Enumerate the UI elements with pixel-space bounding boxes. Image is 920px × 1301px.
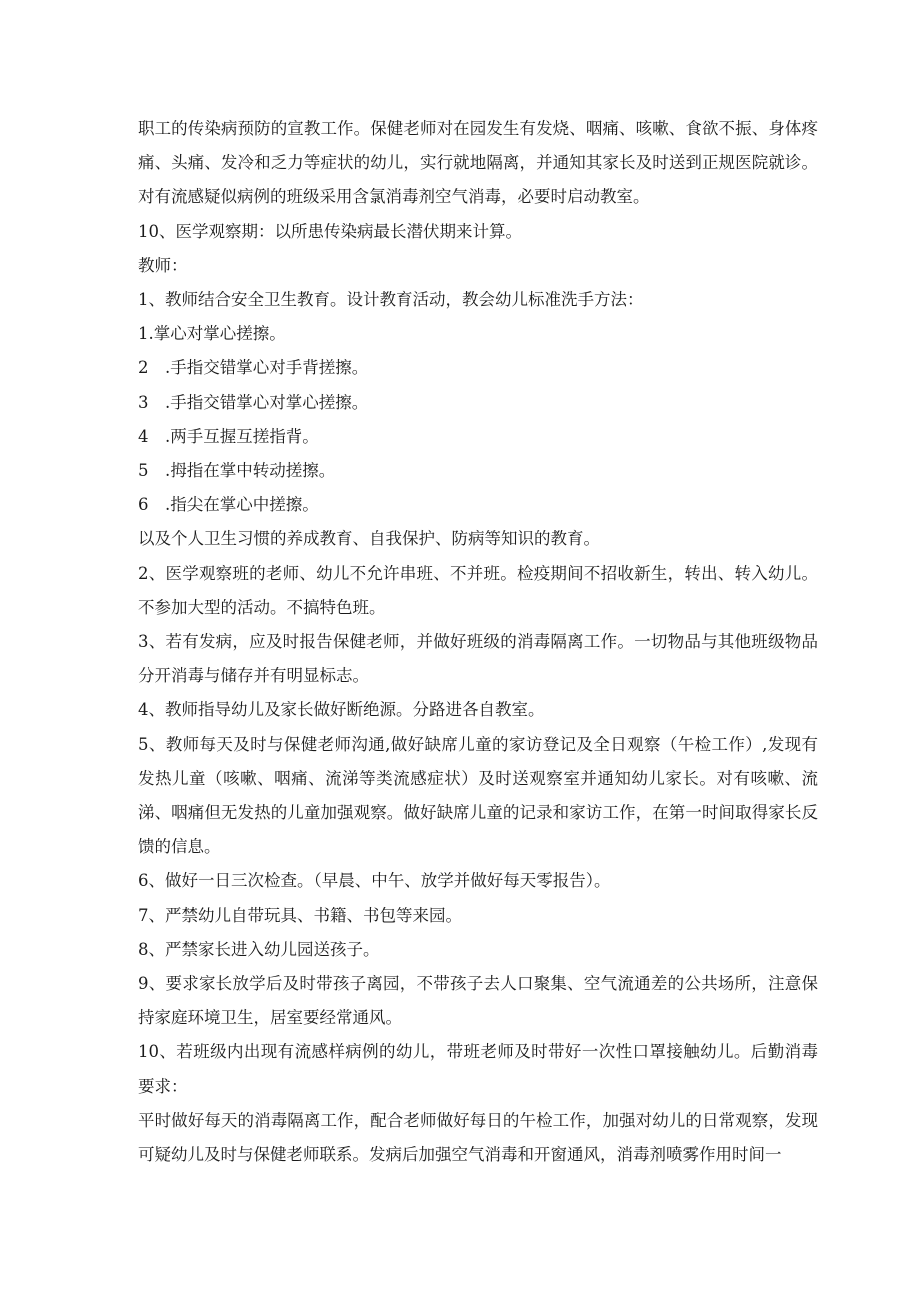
paragraph-teacher-item-8: 8、严禁家长进入幼儿园送孩子。 — [138, 939, 380, 959]
paragraph-teacher-item-10: 10、若班级内出现有流感样病例的幼儿，带班老师及时带好一次性口罩接触幼儿。后勤消毒要求： — [138, 1042, 818, 1096]
paragraph-logistics-disinfection: 平时做好每天的消毒隔离工作，配合老师做好每日的午检工作，加强对幼儿的日常观察，发现可疑幼儿及时与保健老师联系。发病后加强空气消毒和开窗通风，消毒剂喷雾作用时间一 — [138, 1110, 818, 1165]
handwash-step-3: 3 .手指交错掌心对掌心搓擦。 — [138, 392, 369, 412]
paragraph-teacher-item-1: 1、教师结合安全卫生教育。设计教育活动，教会幼儿标准洗手方法： — [138, 290, 644, 310]
paragraph-observation-period: 10、医学观察期：以所患传染病最长潜伏期来计算。 — [138, 221, 522, 241]
paragraph-teacher-item-6: 6、做好一日三次检查。（早晨、中午、放学并做好每天零报告）。 — [138, 871, 611, 891]
paragraph-teacher-item-9: 9、要求家长放学后及时带孩子离园，不带孩子去人口聚集、空气流通差的公共场所，注意保持家庭环境卫生，居室要经常通风。 — [138, 974, 818, 1028]
section-heading-teacher: 教师： — [138, 255, 188, 275]
handwash-step-2: 2 .手指交错掌心对手背搓擦。 — [138, 358, 369, 378]
handwash-step-5: 5 .拇指在掌中转动搓擦。 — [138, 461, 336, 481]
handwash-step-1: 1.掌心对掌心搓擦。 — [138, 324, 286, 344]
document-body — [138, 112, 818, 1172]
handwash-step-6: 6 .指尖在掌心中搓擦。 — [138, 495, 319, 515]
paragraph-teacher-item-4: 4、教师指导幼儿及家长做好断绝源。分路进各自教室。 — [138, 700, 545, 720]
paragraph-teacher-item-2: 2、医学观察班的老师、幼儿不允许串班、不并班。检疫期间不招收新生，转出、转入幼儿。不参加大型的活动。不搞特色班。 — [138, 563, 818, 617]
paragraph-teacher-item-5: 5、教师每天及时与保健老师沟通,做好缺席儿童的家访登记及全日观察（午检工作）,发现有发热儿童（咳嗽、咽痛、流涕等类流感症状）及时送观察室并通知幼儿家长。对有咳嗽、流涕、咽痛但无发热的儿童加强观察。做好缺席儿童的记录和家访工作，在第一时间取得家长反馈的信息。 — [138, 734, 818, 857]
paragraph-hygiene-education: 以及个人卫生习惯的养成教育、自我保护、防病等知识的教育。 — [138, 529, 600, 549]
paragraph-teacher-item-7: 7、严禁幼儿自带玩具、书籍、书包等来园。 — [138, 905, 462, 925]
paragraph-intro-continuation: 职工的传染病预防的宣教工作。保健老师对在园发生有发烧、咽痛、咳嗽、食欲不振、身体疼痛、头痛、发冷和乏力等症状的幼儿，实行就地隔离，并通知其家长及时送到正规医院就诊。对有流感疑似病例的班级采用含氯消毒剂空气消毒，必要时启动教室。 — [138, 119, 818, 207]
handwash-step-4: 4 .两手互握互搓指背。 — [138, 426, 319, 446]
paragraph-teacher-item-3: 3、若有发病，应及时报告保健老师，并做好班级的消毒隔离工作。一切物品与其他班级物品分开消毒与储存并有明显标志。 — [138, 632, 818, 686]
